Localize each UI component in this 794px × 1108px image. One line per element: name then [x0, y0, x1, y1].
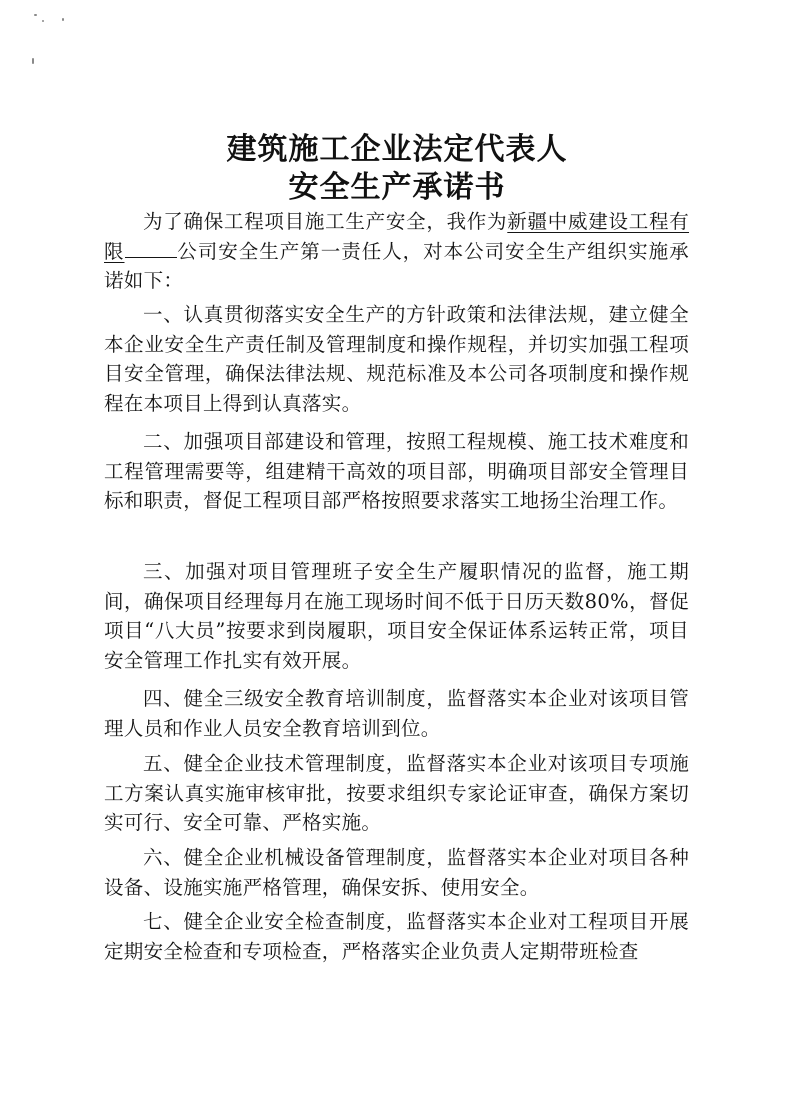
commitment-item: 四、健全三级安全教育培训制度，监督落实本企业对该项目管理人员和作业人员安全教育培训到位。: [104, 687, 689, 740]
company-name-field: 新疆中威建设工程有限: [104, 210, 690, 263]
commitment-item: 七、健全企业安全检查制度，监督落实本企业对工程项目开展定期安全检查和专项检查，严格落实企业负责人定期带班检查: [104, 910, 689, 963]
blank-underline: [125, 239, 177, 258]
commitment-item: 二、加强项目部建设和管理，按照工程规模、施工技术难度和工程管理需要等，组建精干高效的项目部，明确项目部安全管理目标和职责，督促工程项目部严格按照要求落实工地扬尘治理工作。: [104, 430, 689, 512]
commitment-item: 一、认真贯彻落实安全生产的方针政策和法律法规，建立健全本企业安全生产责任制及管理制度和操作规程，并切实加强工程项目安全管理，确保法律法规、规范标准及本公司各项制度和操作规程在本项目上得到认真落实。: [104, 303, 689, 415]
intro-text-after: 公司安全生产第一责任人，对本公司安全生产组织实施承诺如下：: [104, 239, 689, 292]
commitment-item: 三、加强对项目管理班子安全生产履职情况的监督，施工期间，确保项目经理每月在施工现场时间不低于日历天数80%，督促项目“八大员”按要求到岗履职，项目安全保证体系运转正常，项目安全管理工作扎实有效开展。: [104, 560, 689, 672]
commitment-item: 六、健全企业机械设备管理制度，监督落实本企业对项目各种设备、设施实施严格管理，确保安拆、使用安全。: [104, 846, 689, 899]
document-subtitle: 安全生产承诺书: [288, 170, 506, 205]
document-title: 建筑施工企业法定代表人: [226, 132, 568, 167]
scan-artifacts: [28, 14, 88, 74]
intro-text-before: 为了确保工程项目施工生产安全，我作为: [143, 210, 508, 233]
intro-paragraph: [104, 207, 689, 296]
commitment-item: 五、健全企业技术管理制度，监督落实本企业对该项目专项施工方案认真实施审核审批，按要求组织专家论证审查，确保方案切实可行、安全可靠、严格实施。: [104, 752, 689, 834]
